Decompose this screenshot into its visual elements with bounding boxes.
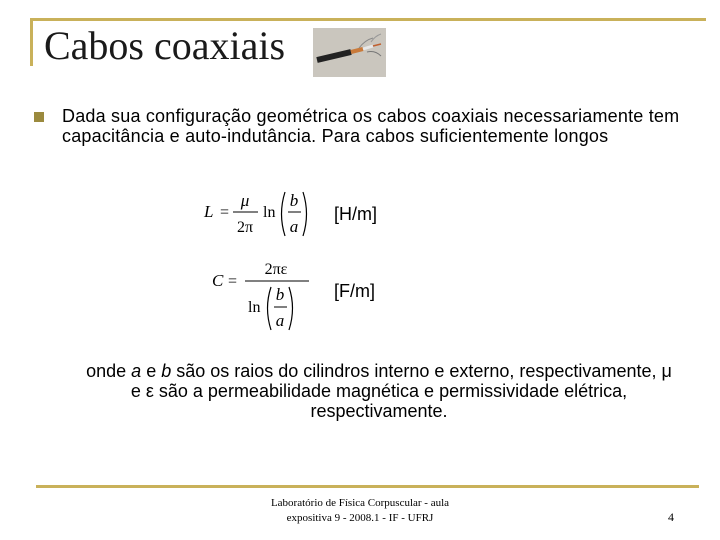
note-part-4: e [130, 381, 146, 401]
eq-l-a: a [289, 217, 299, 236]
capacitance-equation [208, 256, 314, 334]
eq-l-b: b [289, 191, 299, 210]
page-number: 4 [668, 510, 674, 524]
eq-c-b: b [275, 285, 285, 304]
eq-c-numerator: 2πε [264, 261, 288, 278]
note-symbol-mu: μ [661, 361, 672, 381]
eq-c-equals: = [228, 273, 238, 290]
variables-note [84, 361, 674, 421]
note-part-1: onde [86, 361, 132, 381]
note-part-2: e [141, 361, 162, 381]
footer-line-2: expositiva 9 - 2008.1 - IF - UFRJ [286, 512, 434, 524]
inductance-unit: [H/m] [334, 204, 377, 224]
note-var-a: a [131, 361, 142, 381]
eq-l-denominator: 2π [236, 219, 254, 236]
note-part-3: são os raios do cilindros interno e externo, respectivamente, [171, 361, 662, 381]
eq-c-ln: ln [248, 299, 261, 316]
note-var-b: b [161, 361, 172, 381]
bullet-marker [34, 112, 44, 122]
eq-l-ln: ln [263, 204, 276, 221]
capacitance-unit: [F/m] [334, 281, 375, 301]
coaxial-cable-photo [313, 28, 386, 77]
eq-c-a: a [275, 311, 285, 330]
note-part-5: são a permeabilidade magnética e permissividade elétrica, respectivamente. [153, 381, 628, 421]
slide-title: Cabos coaxiais [44, 23, 286, 68]
eq-c-lhs: C [212, 271, 224, 290]
footer-divider [36, 485, 699, 488]
note-symbol-epsilon: ε [145, 381, 154, 401]
title-frame-top [30, 18, 706, 21]
eq-l-equals: = [220, 204, 230, 221]
eq-l-numerator: μ [240, 191, 250, 210]
inductance-equation [200, 186, 312, 242]
footer [245, 496, 475, 526]
bullet-text: Dada sua configuração geométrica os cabos coaxiais necessariamente tem capacitância e auto-indutância. Para cabos suficientemente longos [62, 106, 680, 146]
eq-l-lhs: L [204, 202, 214, 221]
title-frame-left [30, 18, 33, 66]
footer-line-1: Laboratório de Física Corpuscular - aula [270, 497, 450, 509]
